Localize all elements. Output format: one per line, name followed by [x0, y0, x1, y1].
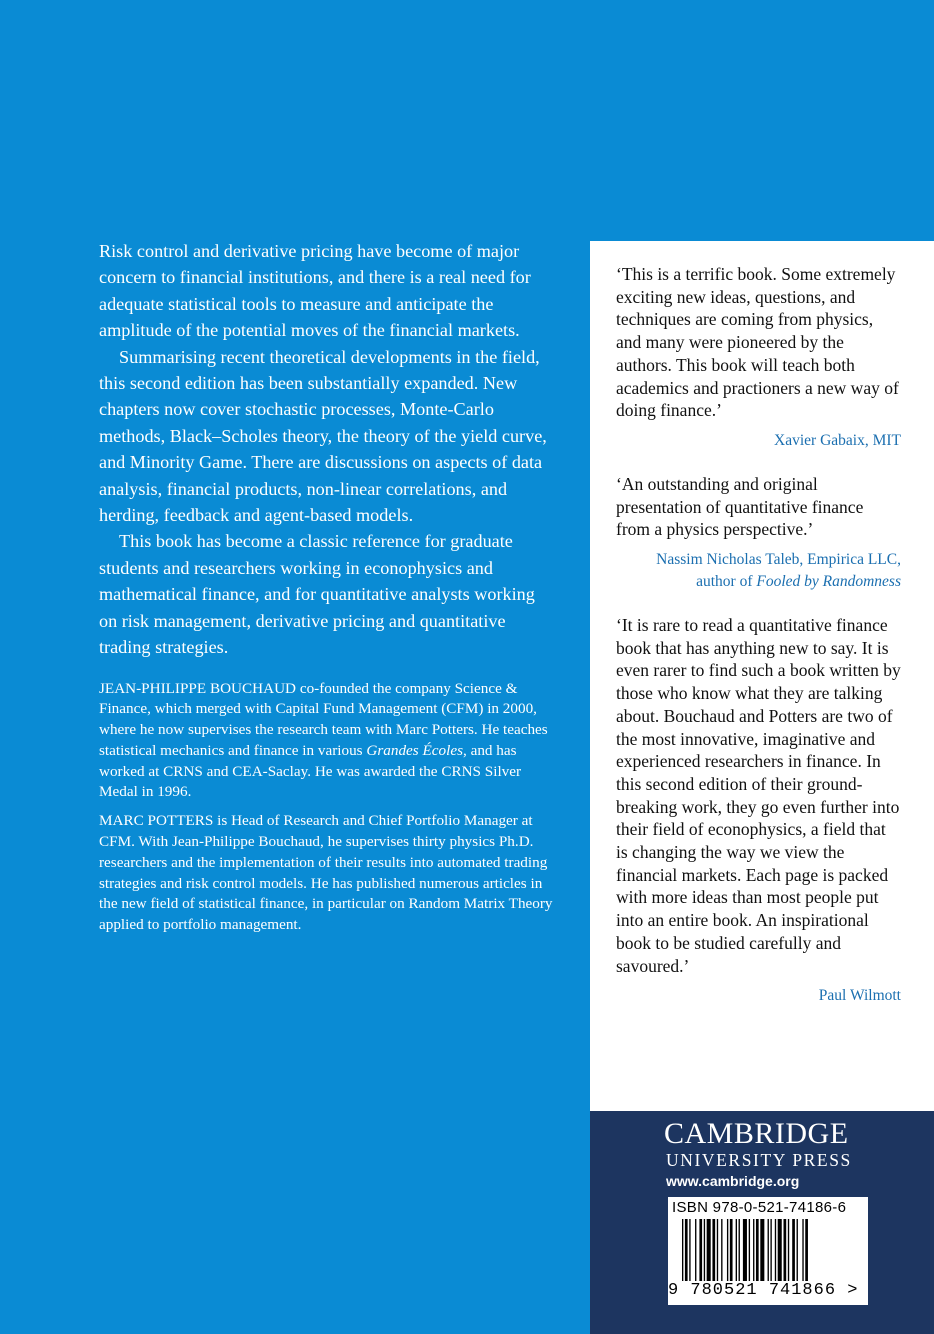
quote-text: ‘This is a terrific book. Some extremely exciting new ideas, questions, and techniques are coming from physics, and many were pioneered by the authors. This book will teach both academics and practioners a new way of doing finance.’: [616, 264, 899, 421]
quote-attribution: Xavier Gabaix, MIT: [774, 431, 901, 449]
author-bio-bouchaud: JEAN-PHILIPPE BOUCHAUD co-founded the company Science & Finance, which merged with Capital Fund Management (CFM) in 2000, where he now supervises the research team with Marc Potters. He teaches statistical mechanics and finance in various Grandes Écoles, and has worked at CRNS and CEA-Saclay. He was awarded the CRNS Silver Medal in 1996.: [99, 679, 548, 801]
barcode-icon: [682, 1219, 854, 1281]
author-bios: [99, 679, 554, 937]
review-quote: [616, 263, 901, 452]
barcode-digits: 9 780521 741866 >: [668, 1281, 859, 1300]
publisher-url: www.cambridge.org: [666, 1173, 800, 1189]
quote-attribution: Paul Wilmott: [818, 987, 901, 1005]
author-name-bouchaud: JEAN-PHILIPPE BOUCHAUD: [99, 679, 297, 697]
review-quotes-panel: [590, 241, 934, 1111]
publisher-logo-subtitle: UNIVERSITY PRESS: [666, 1150, 852, 1170]
isbn-label: ISBN 978-0-521-74186-6: [672, 1199, 847, 1216]
quote-text: ‘An outstanding and original presentation of quantitative finance from a physics perspective.’: [616, 473, 864, 540]
publisher-band: [590, 1111, 934, 1334]
review-quote: [616, 614, 901, 1007]
isbn-barcode: [668, 1197, 868, 1305]
publisher-logo-name: CAMBRIDGE: [664, 1117, 849, 1150]
back-cover-text: [99, 238, 554, 944]
blurb-paragraph-1: Risk control and derivative pricing have become of major concern to financial institutions, and there is a real need for adequate statistical tools to measure and anticipate the amplitude of the potential moves of the financial markets.: [99, 241, 531, 341]
book-blurb: [99, 238, 554, 661]
author-bio-potters: MARC POTTERS is Head of Research and Chief Portfolio Manager at CFM. With Jean-Philippe Bouchaud, he supervises thirty physics Ph.D. researchers and the implementation of their results into automated trading strategies and risk control models. He has published numerous articles in the new field of statistical finance, in particular on Random Matrix Theory applied to portfolio management.: [99, 812, 553, 934]
quote-attribution: Nassim Nicholas Taleb, Empirica LLC, author of Fooled by Randomness: [656, 551, 901, 591]
blurb-paragraph-3: This book has become a classic reference for graduate students and researchers working in econophysics and mathematical finance, and for quantitative analysts working on risk management, derivative pricing and quantitative trading strategies.: [99, 531, 535, 658]
blurb-paragraph-2: Summarising recent theoretical developments in the field, this second edition has been substantially expanded. New chapters now cover stochastic processes, Monte-Carlo methods, Black–Scholes theory, the theory of the yield curve, and Minority Game. There are discussions on aspects of data analysis, financial products, non-linear correlations, and herding, feedback and agent-based models.: [99, 346, 547, 526]
quote-text: ‘It is rare to read a quantitative finance book that has anything new to say. It is even rarer to find such a book written by those who know what they are talking about. Bouchaud and Potters are two of the most innovative, imaginative and experienced researchers in finance. In this second edition of their ground-breaking work, they go even further into their field of econophysics, a field that is changing the way we view the financial markets. Each page is packed with more ideas than most people put into an entire book. An inspirational book to be studied carefully and savoured.’: [616, 615, 901, 976]
author-name-potters: MARC POTTERS: [99, 812, 214, 830]
review-quote: [616, 473, 901, 593]
